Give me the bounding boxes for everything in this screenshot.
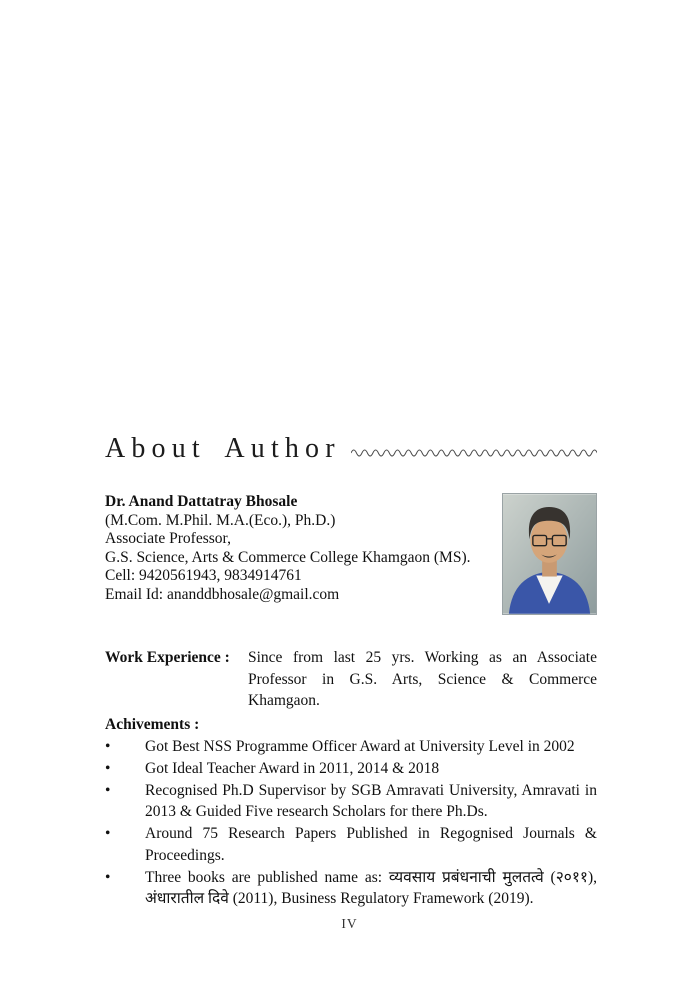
work-experience-section — [105, 647, 597, 712]
author-name: Dr. Anand Dattatray Bhosale — [105, 493, 298, 510]
wave-decoration-line — [351, 446, 597, 460]
author-qualifications: (M.Com. M.Phil. M.A.(Eco.), Ph.D.) — [105, 511, 336, 529]
author-block — [105, 493, 597, 625]
about-author-heading-row — [105, 433, 597, 465]
work-experience-label: Work Experience : — [105, 649, 230, 666]
face — [530, 518, 567, 563]
page-content — [105, 433, 597, 910]
achievement-item — [105, 823, 597, 866]
achievement-item — [105, 736, 597, 758]
achievement-text: Got Best NSS Programme Officer Award at University Level in 2002 — [145, 737, 575, 755]
author-cell: Cell: 9420561943, 9834914761 — [105, 567, 302, 584]
author-photo — [502, 493, 597, 615]
achievement-text: Got Ideal Teacher Award in 2011, 2014 & 2018 — [145, 759, 440, 777]
achievement-text: Three books are published name as: व्यवसाय प्रबंधनाची मुलतत्वे (२०११), अंधारातील दिवे (2011), Business Regulatory Framework (2019). — [145, 868, 597, 907]
achievements-label: Achivements : — [105, 715, 200, 733]
achievement-item — [105, 758, 597, 780]
page-number: IV — [341, 916, 358, 931]
bullet-marker: • — [105, 868, 111, 886]
bullet-marker: • — [105, 825, 111, 842]
bullet-marker: • — [105, 781, 111, 799]
achievement-text: Around 75 Research Papers Published in Regognised Journals & Proceedings. — [145, 825, 597, 864]
author-info — [105, 493, 490, 604]
bullet-marker: • — [105, 737, 111, 755]
achievement-text: Recognised Ph.D Supervisor by SGB Amravati University, Amravati in 2013 & Guided Five research Scholars for there Ph.Ds. — [145, 781, 597, 820]
page-title: About Author — [105, 433, 341, 464]
work-experience-text: Since from last 25 yrs. Working as an Associate Professor in G.S. Arts, Science & Commerce Khamgaon. — [248, 649, 597, 709]
author-institution: G.S. Science, Arts & Commerce College Khamgaon (MS). — [105, 548, 471, 566]
achievements-list — [105, 736, 597, 910]
achievement-item — [105, 867, 597, 910]
bullet-marker: • — [105, 759, 111, 777]
achievement-item — [105, 780, 597, 823]
author-email: Email Id: ananddbhosale@gmail.com — [105, 585, 340, 603]
author-designation: Associate Professor, — [105, 530, 231, 547]
